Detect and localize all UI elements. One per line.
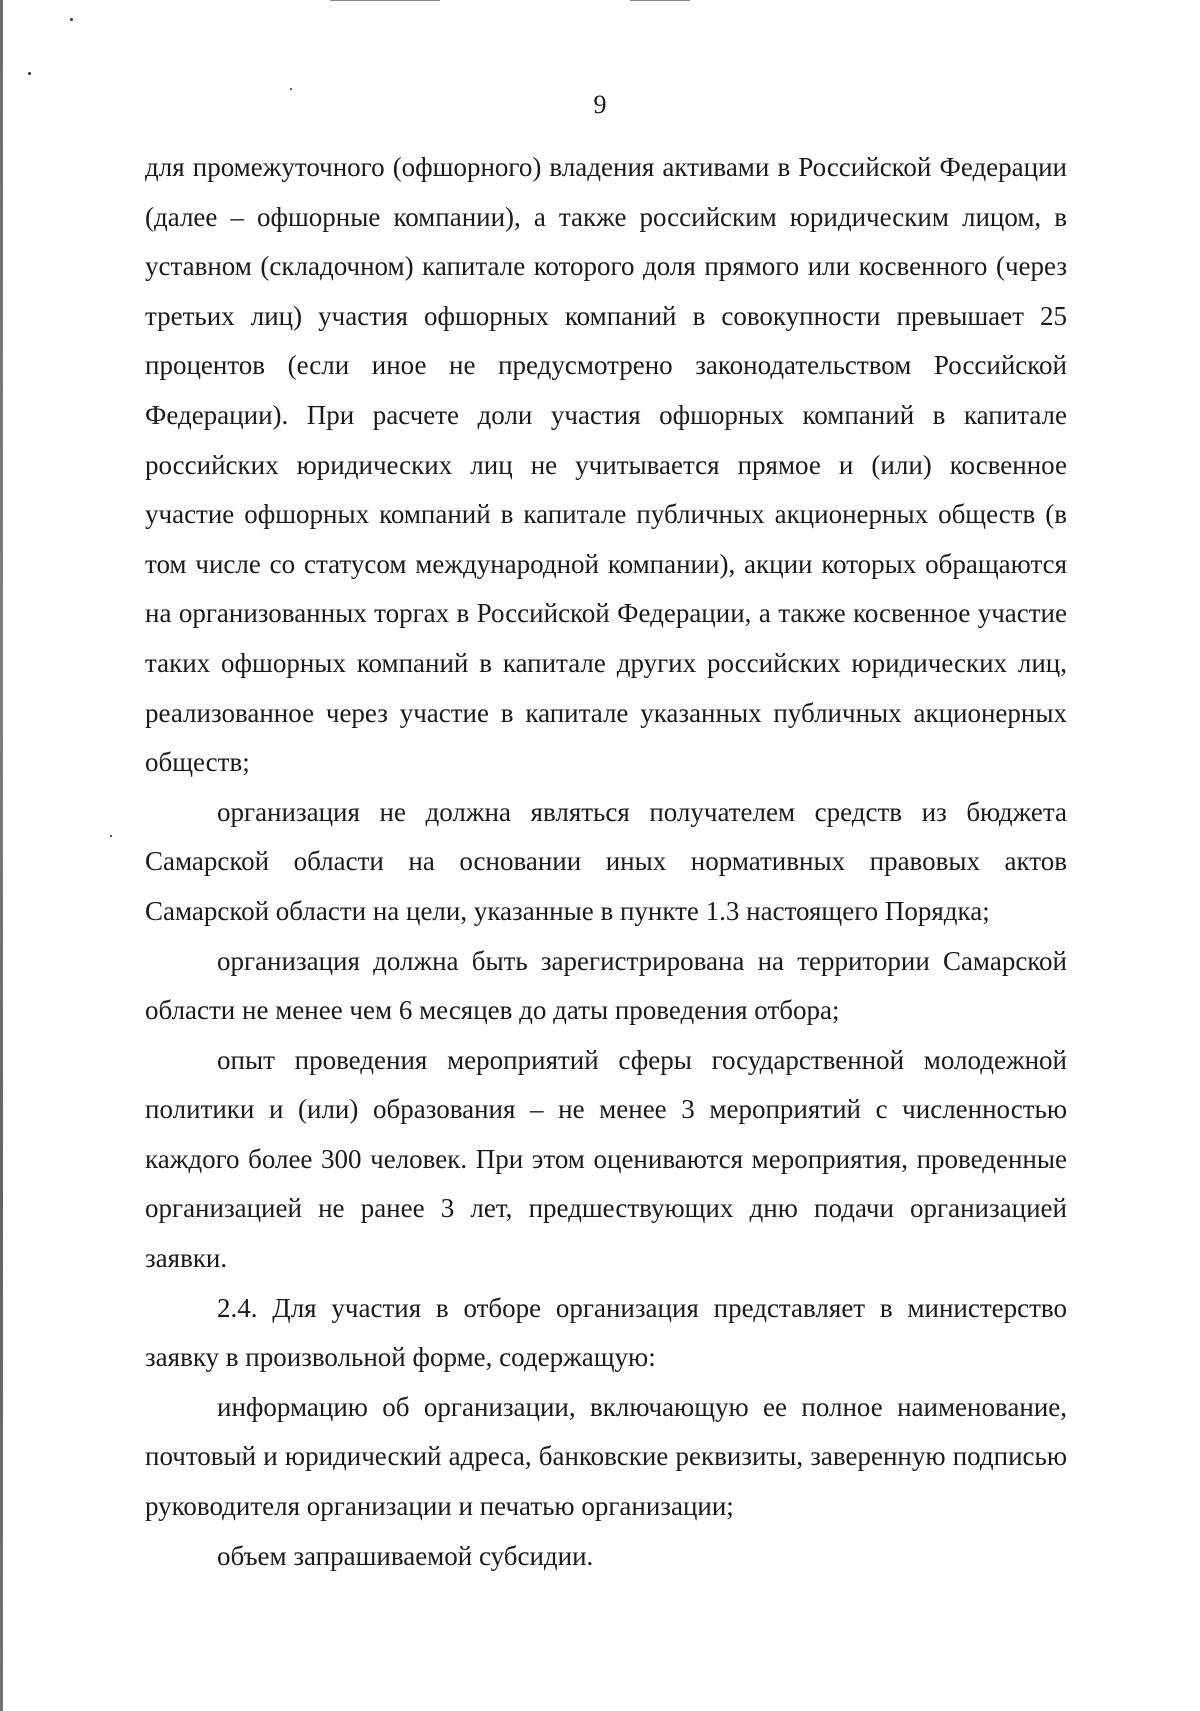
- paragraph-subsidy-volume: объем запрашиваемой субсидии.: [217, 1540, 594, 1571]
- scan-speck: [28, 72, 31, 75]
- paragraph-clause-2-4: 2.4. Для участия в отборе организация представляет в министерство заявку в произвольной форме, содержащую:: [145, 1292, 1067, 1373]
- paragraph-offshore-definition: для промежуточного (офшорного) владения активами в Российской Федерации (далее – офшорные компании), а также российским юридическим лицом, в уставном (складочном) капитале которого доля прямого или косвенного (через третьих лиц) участия офшорных компаний в совокупности превышает 25 процентов (если иное не предусмотрено законодательством Российской Федерации). При расчете доли участия офшорных компаний в капитале российских юридических лиц не учитывается прямое и (или) косвенное участие офшорных компаний в капитале публичных акционерных обществ (в том числе со статусом международной компании), акции которых обращаются на организованных торгах в Российской Федерации, а также косвенное участие таких офшорных компаний в капитале других российских юридических лиц, реализованное через участие в капитале указанных публичных акционерных обществ;: [145, 152, 1067, 778]
- paragraph-not-budget-recipient: организация не должна являться получателем средств из бюджета Самарской области на основании иных нормативных правовых актов Самарской области на цели, указанные в пункте 1.3 настоящего Порядка;: [145, 796, 1067, 926]
- scan-top-mark: [630, 0, 690, 1]
- paragraph-registration-requirement: организация должна быть зарегистрирована на территории Самарской области не менее чем 6 месяцев до даты проведения отбора;: [145, 945, 1067, 1026]
- scan-speck: [110, 835, 112, 837]
- scan-speck: [70, 18, 73, 21]
- paragraph-organization-info: информацию об организации, включающую ее полное наименование, почтовый и юридический адреса, банковские реквизиты, заверенную подписью руководителя организации и печатью организации;: [145, 1391, 1067, 1522]
- scan-left-edge: [0, 0, 3, 1711]
- page-number: 9: [593, 90, 607, 119]
- document-body: [145, 143, 1067, 1581]
- paragraph-experience-requirement: опыт проведения мероприятий сферы государственной молодежной политики и (или) образования – не менее 3 мероприятий с численностью каждого более 300 человек. При этом оцениваются мероприятия, проведенные организацией не ранее 3 лет, предшествующих дню подачи организацией заявки.: [145, 1044, 1067, 1274]
- scan-top-mark: [330, 0, 440, 1]
